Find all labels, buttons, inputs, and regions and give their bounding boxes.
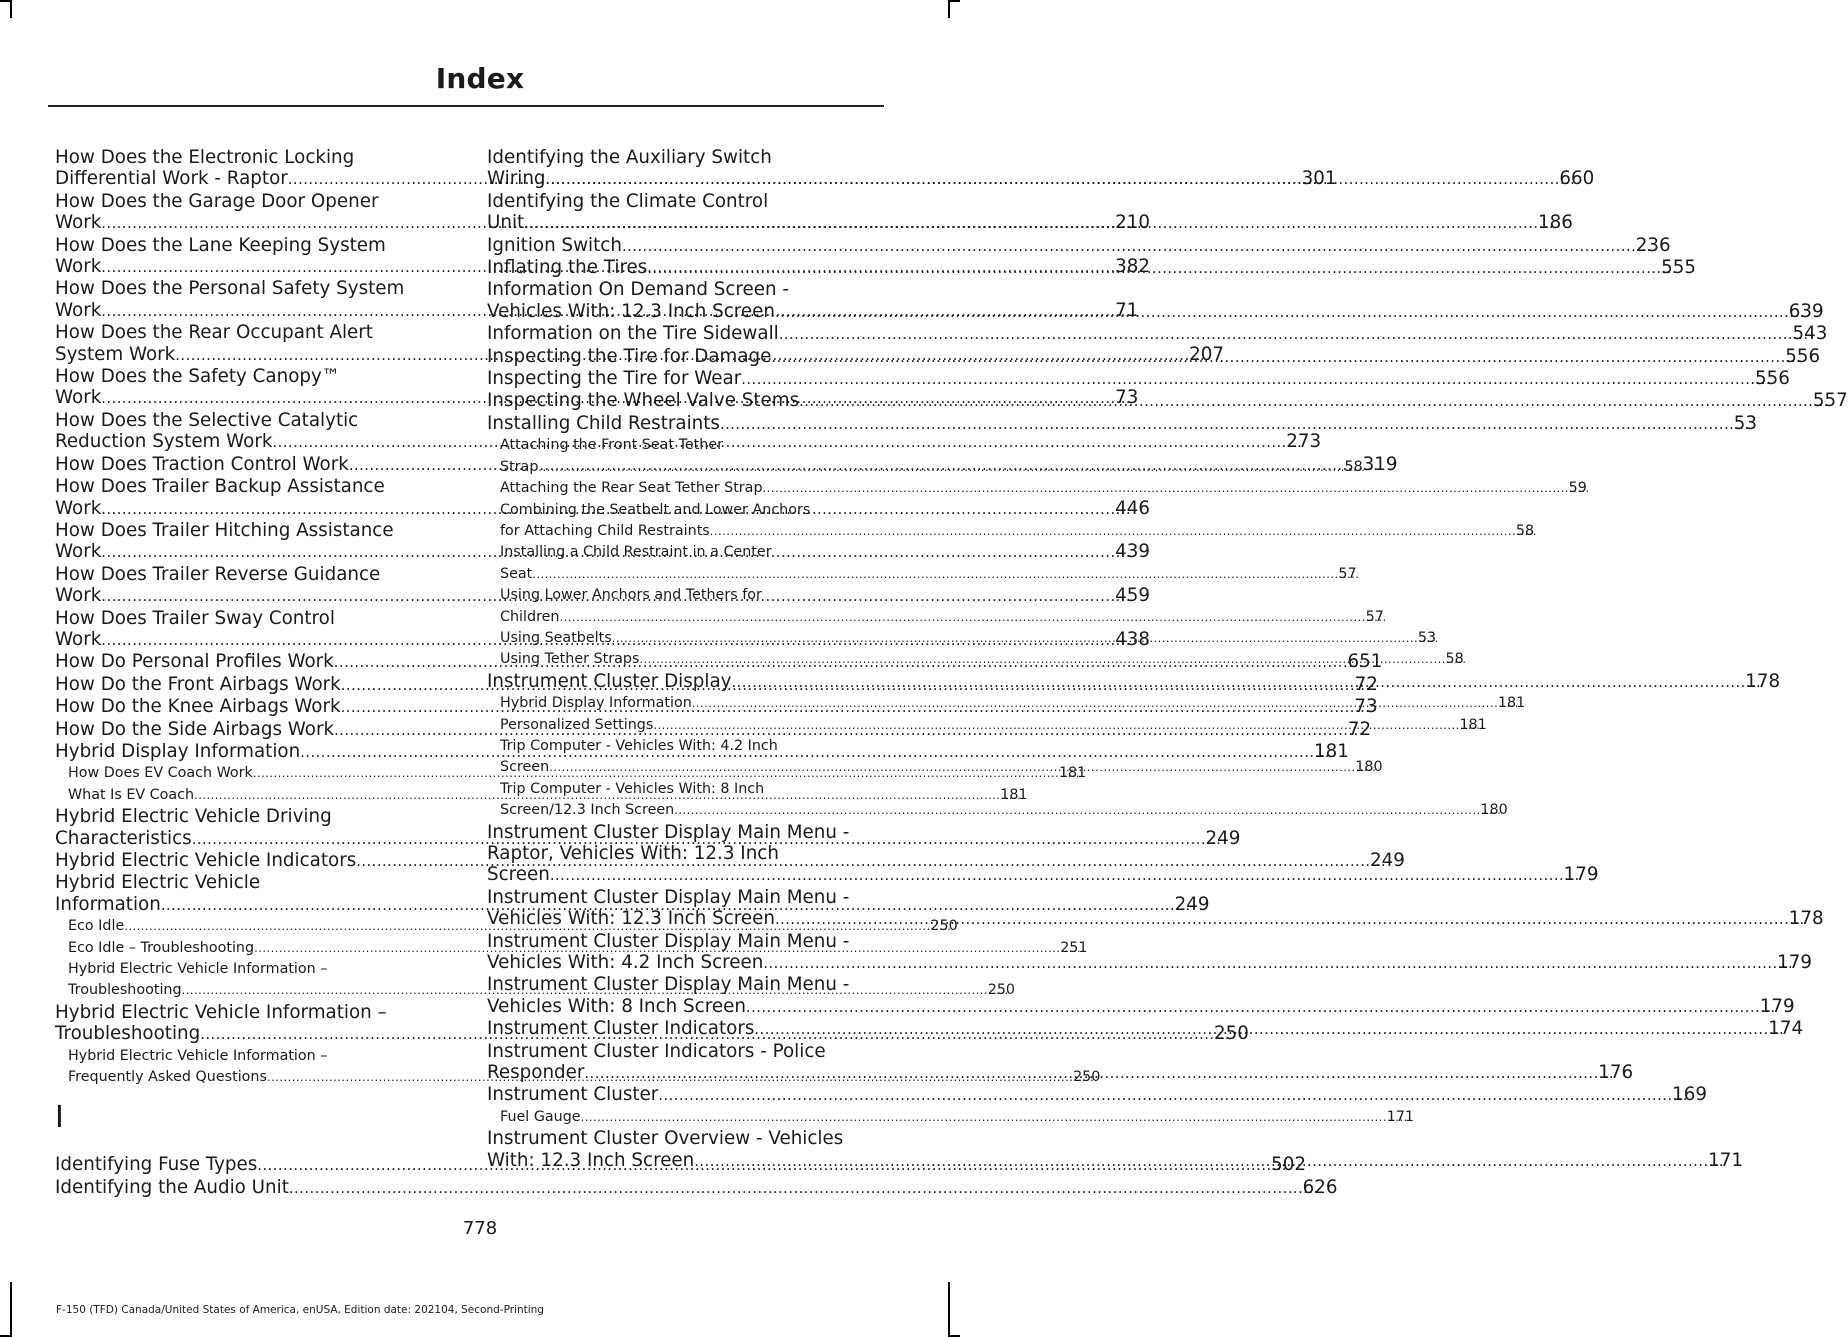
page-reference[interactable]: 179	[1777, 952, 1813, 974]
entry-text: Seat	[500, 565, 533, 582]
page-reference[interactable]: 181	[1058, 765, 1087, 782]
page-reference[interactable]: 73	[1354, 696, 1378, 718]
page-reference[interactable]: 171	[1386, 1108, 1415, 1125]
entry-text: Using Tether Straps	[500, 651, 640, 668]
dot-leader	[538, 457, 1365, 478]
entry-text: How Does the Rear Occupant Alert	[55, 322, 373, 344]
entry-text: Responder	[487, 1062, 585, 1084]
page-reference[interactable]: 178	[1745, 670, 1781, 692]
dot-leader	[746, 997, 1776, 1018]
page-reference[interactable]: 72	[1347, 718, 1372, 740]
page-reference[interactable]: 543	[1792, 323, 1828, 345]
page-reference[interactable]: 502	[1271, 1154, 1306, 1176]
entry-text: Information	[55, 893, 161, 915]
page-reference[interactable]: 382	[1115, 256, 1150, 278]
dot-leader	[694, 1151, 1724, 1172]
page-reference[interactable]: 319	[1362, 453, 1398, 475]
dot-leader	[581, 1107, 1408, 1128]
page-reference[interactable]: 174	[1768, 1018, 1804, 1040]
entry-text: With: 12.3 Inch Screen	[487, 1149, 695, 1171]
page-reference[interactable]: 250	[1073, 1069, 1101, 1086]
dot-leader	[741, 369, 1771, 390]
entry-text: Work	[55, 299, 102, 321]
entry-text: Using Lower Anchors and Tethers for	[500, 587, 762, 604]
entry-text: Trip Computer - Vehicles With: 4.2 Inch	[500, 737, 778, 754]
dot-leader	[720, 414, 1750, 435]
page-reference[interactable]: 459	[1115, 585, 1150, 607]
entry-text: How Does the Electronic Locking	[55, 147, 355, 168]
index-subentry[interactable]: Attaching the Front Seat Tether Strap ..... 58	[487, 435, 877, 478]
entry-text: How Does EV Coach Work	[68, 765, 253, 782]
entry-text: Hybrid Electric Vehicle Information –	[68, 1047, 328, 1064]
entry-text: Ignition Switch	[487, 234, 622, 256]
index-entry[interactable]	[487, 1084, 1707, 1106]
crop-mark	[948, 1282, 950, 1337]
dot-leader	[763, 478, 1590, 499]
page-reference[interactable]: 181	[1000, 786, 1028, 803]
page-reference[interactable]: 555	[1661, 257, 1697, 279]
entry-text: Reduction System Work	[55, 431, 273, 453]
entry-text: Hybrid Electric Vehicle Driving	[55, 806, 332, 828]
entry-text: Troubleshooting	[55, 1023, 201, 1045]
dot-leader	[692, 693, 1519, 714]
page-reference[interactable]: 179	[1563, 864, 1599, 886]
entry-text: Trip Computer - Vehicles With: 8 Inch	[500, 780, 765, 797]
dot-leader	[549, 757, 1376, 778]
entry-text: Work	[55, 541, 102, 563]
entry-text: Hybrid Display Information	[55, 740, 301, 762]
dot-leader	[546, 169, 1576, 190]
entry-text: How Do Personal Profiles Work	[55, 651, 334, 673]
index-subentry[interactable]: Using Tether Straps ..... 58	[487, 649, 877, 670]
entry-text: Unit	[487, 212, 525, 234]
entry-text: Information on the Tire Sidewall	[487, 323, 779, 345]
entry-text: How Do the Knee Airbags Work	[55, 696, 341, 718]
crop-mark	[10, 0, 12, 18]
index-subentry[interactable]	[487, 1107, 1415, 1128]
entry-text: Raptor, Vehicles With: 12.3 Inch	[487, 843, 779, 864]
section-letter: I	[55, 1100, 64, 1136]
page-reference[interactable]: 178	[1788, 908, 1824, 930]
page-number: 778	[462, 1218, 498, 1239]
page-reference[interactable]: 71	[1115, 299, 1139, 321]
page-reference[interactable]: 179	[1759, 995, 1795, 1017]
dot-leader	[754, 1019, 1784, 1040]
entry-text: Hybrid Electric Vehicle Indicators	[55, 850, 357, 871]
page-reference[interactable]: 249	[1370, 850, 1405, 871]
entry-text: Work	[55, 387, 102, 409]
page-reference[interactable]: 181	[1459, 716, 1487, 733]
entry-text: How Does the Garage Door Opener	[55, 190, 379, 212]
entry-text: How Does Traction Control Work	[55, 453, 349, 475]
entry-text: Wiring	[487, 168, 546, 190]
dot-leader	[612, 628, 1439, 649]
page-reference[interactable]: 660	[1559, 168, 1595, 190]
page-reference[interactable]: 73	[1115, 387, 1139, 409]
entry-text: How Does the Safety Canopy™	[55, 366, 341, 388]
entry-text: Work	[55, 497, 102, 519]
dot-leader	[550, 865, 1580, 886]
entry-text: Vehicles With: 12.3 Inch Screen	[487, 300, 775, 322]
page-reference[interactable]: 181	[1497, 695, 1526, 712]
page-reference[interactable]: 249	[1205, 827, 1241, 849]
dot-leader	[639, 649, 1466, 673]
entry-text: Instrument Cluster Display	[487, 670, 732, 692]
entry-text: Vehicles With: 4.2 Inch Screen	[487, 952, 764, 974]
index-subentry[interactable]: Installing a Child Restraint in a Center Seat ..... 57	[487, 542, 877, 585]
entry-text: How Does the Lane Keeping System	[55, 234, 386, 256]
entry-text: Personalized Settings	[500, 716, 654, 733]
page-reference[interactable]: 250	[930, 918, 958, 935]
entry-text: Instrument Cluster	[487, 1084, 659, 1106]
entry-text: Work	[55, 628, 102, 650]
page-reference[interactable]: 301	[1301, 168, 1337, 190]
entry-text: How Does Trailer Backup Assistance	[55, 476, 385, 498]
page-reference[interactable]: 556	[1785, 345, 1821, 367]
dot-leader	[289, 1178, 1319, 1199]
dot-leader	[771, 347, 1801, 368]
entry-text: Instrument Cluster Indicators	[487, 1018, 755, 1040]
footer-text: F-150 (TFD) Canada/United States of America, enUSA, Edition date: 202104, Second-Printing	[56, 1304, 544, 1316]
page-reference[interactable]: 210	[1115, 212, 1150, 234]
entry-text: How Does Trailer Sway Control	[55, 607, 335, 629]
entry-text: Identifying the Auxiliary Switch	[487, 147, 772, 168]
entry-text: Eco Idle	[68, 918, 125, 935]
entry-text: Instrument Cluster Display Main Menu -	[487, 821, 850, 843]
index-subentry[interactable]: Using Lower Anchors and Tethers for Children ..... 57	[487, 585, 877, 628]
page-reference[interactable]: 180	[1355, 759, 1383, 776]
page-reference[interactable]: 250	[987, 982, 1016, 999]
entry-text: Vehicles With: 8 Inch Screen	[487, 995, 746, 1017]
entry-text: Troubleshooting	[68, 982, 182, 999]
page-reference[interactable]: 556	[1755, 368, 1790, 390]
page-reference[interactable]: 72	[1354, 673, 1378, 695]
page-reference[interactable]: 176	[1598, 1062, 1634, 1084]
dot-leader	[775, 299, 1805, 323]
header-divider	[48, 105, 884, 107]
page-reference[interactable]: 236	[1635, 234, 1671, 256]
dot-leader	[799, 391, 1829, 412]
entry-text: Characteristics	[55, 827, 192, 849]
page-reference[interactable]: 181	[1313, 740, 1349, 762]
entry-text: How Do the Front Airbags Work	[55, 673, 341, 695]
index-entry[interactable]	[487, 234, 1671, 257]
entry-text: Inspecting the Tire for Wear	[487, 368, 742, 390]
page-reference[interactable]: 651	[1347, 651, 1383, 673]
dot-leader	[524, 213, 1554, 234]
page-reference[interactable]: 207	[1189, 343, 1224, 365]
page-reference[interactable]: 180	[1480, 802, 1508, 819]
crop-mark	[948, 0, 950, 18]
entry-text: Inspecting the Tire for Damage	[487, 345, 772, 367]
entry-text: Installing a Child Restraint in a Center	[500, 544, 772, 561]
page-reference[interactable]: 446	[1115, 497, 1150, 519]
page-reference[interactable]: 250	[1214, 1023, 1249, 1045]
entry-text: Instrument Cluster Display Main Menu -	[487, 974, 850, 996]
entry-text: Work	[55, 256, 102, 278]
entry-text: Hybrid Electric Vehicle	[55, 872, 261, 894]
entry-text: Instrument Cluster Overview - Vehicles	[487, 1128, 844, 1150]
page-reference[interactable]: 438	[1115, 628, 1150, 650]
entry-text: Screen	[487, 864, 550, 886]
entry-text: Instrument Cluster Display Main Menu -	[487, 930, 850, 952]
dot-leader	[775, 909, 1805, 930]
page-reference[interactable]: 249	[1174, 893, 1210, 915]
entry-text: Information On Demand Screen -	[487, 279, 790, 301]
entry-text: Instrument Cluster Indicators - Police	[487, 1040, 826, 1062]
dot-leader	[674, 800, 1501, 821]
entry-text: Using Seatbelts	[500, 629, 612, 646]
page-reference[interactable]: 53	[1733, 412, 1757, 434]
page-reference[interactable]: 171	[1708, 1149, 1743, 1171]
page-reference[interactable]: 439	[1115, 541, 1150, 563]
dot-leader	[647, 258, 1677, 279]
page-reference[interactable]: 251	[1060, 939, 1088, 956]
entry-text: for Attaching Child Restraints	[500, 522, 710, 539]
dot-leader	[763, 953, 1793, 974]
page-title: Index	[435, 62, 525, 95]
entry-text: Screen	[500, 759, 550, 776]
entry-text: Strap	[500, 458, 539, 475]
entry-text: Identifying Fuse Types	[55, 1154, 258, 1176]
dot-leader	[731, 672, 1761, 693]
entry-text: How Does the Selective Catalytic	[55, 409, 359, 431]
dot-leader	[532, 564, 1359, 585]
entry-text: Work	[55, 585, 102, 607]
index-entry[interactable]	[487, 323, 1828, 345]
index-subentry[interactable]: Combining the Seatbelt and Lower Anchors for Attaching Child Restraints ..... 58	[487, 500, 877, 543]
index-subentry[interactable]: Attaching the Rear Seat Tether Strap ..... 59	[487, 478, 877, 499]
index-entry[interactable]	[55, 1176, 1338, 1199]
page-reference[interactable]: 169	[1672, 1084, 1707, 1106]
entry-text: Instrument Cluster Display Main Menu -	[487, 886, 850, 908]
entry-text: Fuel Gauge	[500, 1108, 581, 1125]
dot-leader	[779, 324, 1809, 345]
entry-text: How Does the Personal Safety System	[55, 278, 405, 300]
page-reference[interactable]: 273	[1286, 431, 1322, 453]
entry-text: How Does Trailer Reverse Guidance	[55, 563, 381, 585]
entry-text: Vehicles With: 12.3 Inch Screen	[487, 908, 775, 930]
entry-text: What Is EV Coach	[68, 786, 195, 803]
entry-text: Attaching the Rear Seat Tether Strap	[500, 480, 763, 497]
dot-leader	[710, 521, 1537, 542]
index-subentry[interactable]: Using Seatbelts ..... 53	[487, 628, 877, 649]
entry-text: Hybrid Electric Vehicle Information –	[55, 1001, 387, 1023]
dot-leader	[584, 1063, 1614, 1084]
entry-text: Hybrid Electric Vehicle Information –	[68, 961, 328, 978]
entry-text: Identifying the Climate Control	[487, 190, 769, 212]
entry-text: How Do the Side Airbags Work	[55, 718, 335, 740]
page-reference[interactable]: 639	[1788, 300, 1824, 322]
entry-text: Eco Idle – Troubleshooting	[68, 939, 255, 956]
index-entry[interactable]	[487, 368, 1790, 390]
page-reference[interactable]: 557	[1812, 390, 1848, 412]
entry-text: Combining the Seatbelt and Lower Anchors	[500, 501, 811, 518]
dot-leader	[622, 236, 1652, 257]
entry-text: Inflating the Tires	[487, 257, 648, 279]
dot-leader	[658, 1085, 1688, 1106]
entry-text: System Work	[55, 343, 176, 365]
entry-text: Installing Child Restraints	[487, 412, 720, 434]
entry-text: Hybrid Display Information	[500, 695, 692, 712]
entry-text: Differential Work - Raptor	[55, 168, 288, 190]
page-reference[interactable]: 186	[1538, 212, 1573, 234]
entry-text: How Does Trailer Hitching Assistance	[55, 519, 394, 541]
entry-text: Work	[55, 212, 102, 234]
entry-text: Screen/12.3 Inch Screen	[500, 802, 675, 819]
entry-text: Inspecting the Wheel Valve Stems	[487, 390, 800, 412]
entry-text: Frequently Asked Questions	[68, 1069, 267, 1086]
index-entry[interactable]	[487, 412, 1757, 435]
page-reference[interactable]: 626	[1302, 1176, 1338, 1198]
dot-leader	[559, 607, 1386, 628]
crop-mark	[10, 1282, 12, 1337]
entry-text: Children	[500, 608, 560, 625]
dot-leader	[653, 715, 1480, 736]
entry-text: Attaching the Front Seat Tether	[500, 437, 724, 454]
entry-text: Identifying the Audio Unit	[55, 1176, 289, 1198]
